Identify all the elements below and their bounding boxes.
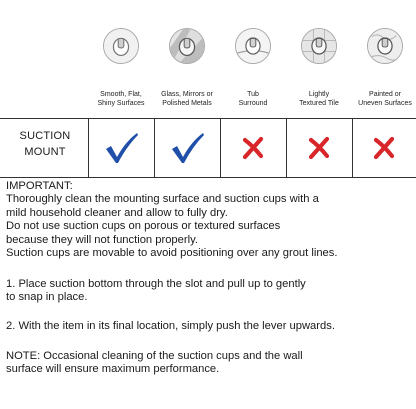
table-divider <box>154 118 155 178</box>
cross-icon <box>233 130 273 166</box>
surface-label: Lightly Textured Tile <box>299 91 339 107</box>
surface-label: Tub Surround <box>238 91 268 107</box>
important-line: because they will not function properly. <box>6 233 198 246</box>
table-top-rule <box>0 118 416 119</box>
important-heading: IMPORTANT: <box>6 180 73 192</box>
important-line: Do not use suction cups on porous or textured surfaces <box>6 220 281 233</box>
table-divider <box>352 118 353 178</box>
important-line: Thoroughly clean the mounting surface and suction cups with a <box>6 193 319 206</box>
step-2: 2. With the item in its final location, simply push the lever upwards. <box>6 320 335 332</box>
surface-label: Glass, Mirrors or Polished Metals <box>161 91 213 107</box>
surface-smooth <box>88 22 154 118</box>
step-1: 1. Place suction bottom through the slot and pull up to gently to snap in place. <box>6 278 306 304</box>
important-section <box>6 180 412 260</box>
suction-mount-label: SUCTION MOUNT <box>19 130 71 158</box>
table-divider <box>88 118 89 178</box>
cross-icon <box>299 130 339 166</box>
check-icon <box>101 130 141 166</box>
surface-label: Painted or Uneven Surfaces <box>358 91 412 107</box>
tub-surround-icon <box>235 28 271 64</box>
table-divider <box>286 118 287 178</box>
maintenance-note: NOTE: Occasional cleaning of the suction cups and the wall surface will ensure maximum performance. <box>6 350 303 376</box>
surface-label: Smooth, Flat, Shiny Surfaces <box>97 91 145 107</box>
surface-glass <box>154 22 220 118</box>
important-line: mild household cleaner and allow to fully dry. <box>6 206 228 219</box>
surface-painted <box>352 22 416 118</box>
surface-textured-tile <box>286 22 352 118</box>
textured-tile-icon <box>301 28 337 64</box>
surface-tub <box>220 22 286 118</box>
table-bottom-rule <box>0 177 416 178</box>
glass-surface-icon <box>169 28 205 64</box>
compatibility-table <box>0 118 416 178</box>
cross-icon <box>364 130 404 166</box>
table-divider <box>220 118 221 178</box>
surface-types-header <box>88 22 416 118</box>
smooth-surface-icon <box>103 28 139 64</box>
check-icon <box>167 130 207 166</box>
important-line: Suction cups are movable to avoid positioning over any grout lines. <box>6 247 338 260</box>
painted-surface-icon <box>367 28 403 64</box>
